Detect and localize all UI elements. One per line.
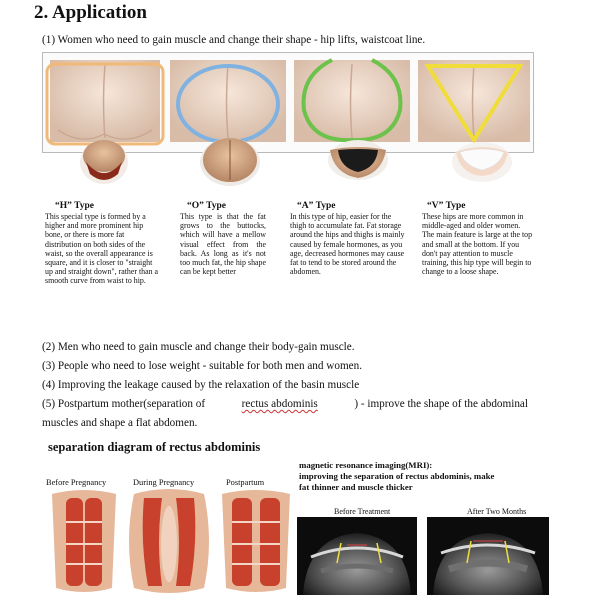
v-type-hip-image bbox=[418, 60, 530, 142]
item-5-line-1 bbox=[42, 398, 528, 410]
rectus-abdominis-diagram bbox=[44, 488, 294, 594]
mri-heading bbox=[299, 460, 549, 493]
o-type-description: This type is that the fat grows to the buttocks, which will have a mellow visual effect from the back. As long as it's not too much fat, the hip shape can be kept better bbox=[180, 212, 266, 277]
abdomen-during-pregnancy bbox=[129, 489, 209, 593]
o-type-hip-image bbox=[170, 60, 286, 142]
a-type-photo bbox=[328, 140, 388, 180]
item-5-prefix: (5) Postpartum mother(separation of bbox=[42, 398, 206, 410]
item-1-text: (1) Women who need to gain muscle and change their shape - hip lifts, waistcoat line. bbox=[42, 34, 426, 46]
o-type-title: “O” Type bbox=[187, 201, 226, 211]
label-after-two-months: After Two Months bbox=[467, 507, 527, 516]
page-heading: 2. Application bbox=[34, 2, 147, 23]
h-type-title: “H” Type bbox=[55, 201, 94, 211]
label-postpartum: Postpartum bbox=[226, 478, 265, 487]
hip-types-illustration bbox=[42, 52, 534, 192]
item-5-line-2: muscles and shape a flat abdomen. bbox=[42, 417, 198, 429]
a-type-description: In this type of hip, easier for the thigh to accumulate fat. Fat storage around the hips and thighs is mainly caused by female hormones, as you age, decreased hormones may cause fat to tend to be stored around the abdomen. bbox=[290, 212, 405, 277]
label-during-pregnancy: During Pregnancy bbox=[133, 478, 195, 487]
a-type-hip-image bbox=[294, 60, 410, 142]
label-before-treatment: Before Treatment bbox=[334, 507, 391, 516]
h-type-hip-image bbox=[47, 60, 163, 144]
separation-diagram-title: separation diagram of rectus abdominis bbox=[48, 440, 261, 454]
abdomen-postpartum bbox=[222, 490, 290, 592]
item-2-text: (2) Men who need to gain muscle and change their body-gain muscle. bbox=[42, 341, 355, 353]
item-5-term: rectus abdominis bbox=[241, 398, 318, 410]
item-3-text: (3) People who need to lose weight - suitable for both men and women. bbox=[42, 360, 363, 372]
v-type-description: These hips are more common in middle-aged and older women. The main feature is large at the top and small at the bottom. If you don't pay attention to muscle training, this hip type will begin to change to a loose shape. bbox=[422, 212, 533, 277]
item-4-text: (4) Improving the leakage caused by the relaxation of the basin muscle bbox=[42, 379, 360, 391]
mri-heading-line-3: fat thinner and muscle thicker bbox=[299, 482, 413, 492]
o-type-photo bbox=[200, 138, 260, 186]
h-type-description: This special type is formed by a higher and more prominent hip bone, or there is more fat distribution on both sides of the waist, so the overall appearance is square, and it is closer to "straight up and straight down", rather than a smooth curve from waist to hip. bbox=[45, 212, 159, 286]
v-type-photo bbox=[452, 142, 512, 182]
mri-heading-line-1: magnetic resonance imaging(MRI): bbox=[299, 460, 433, 470]
item-5-suffix: ) - improve the shape of the abdominal bbox=[354, 398, 528, 410]
h-type-photo bbox=[80, 140, 128, 184]
a-type-title: “A” Type bbox=[297, 201, 336, 211]
v-type-title: “V” Type bbox=[427, 201, 466, 211]
mri-heading-line-2: improving the separation of rectus abdominis, make bbox=[299, 471, 495, 481]
mri-scans bbox=[297, 517, 549, 595]
mri-before-treatment-image bbox=[297, 517, 417, 595]
mri-after-two-months-image bbox=[427, 517, 549, 595]
abdomen-before-pregnancy bbox=[52, 490, 116, 592]
label-before-pregnancy: Before Pregnancy bbox=[46, 478, 107, 487]
